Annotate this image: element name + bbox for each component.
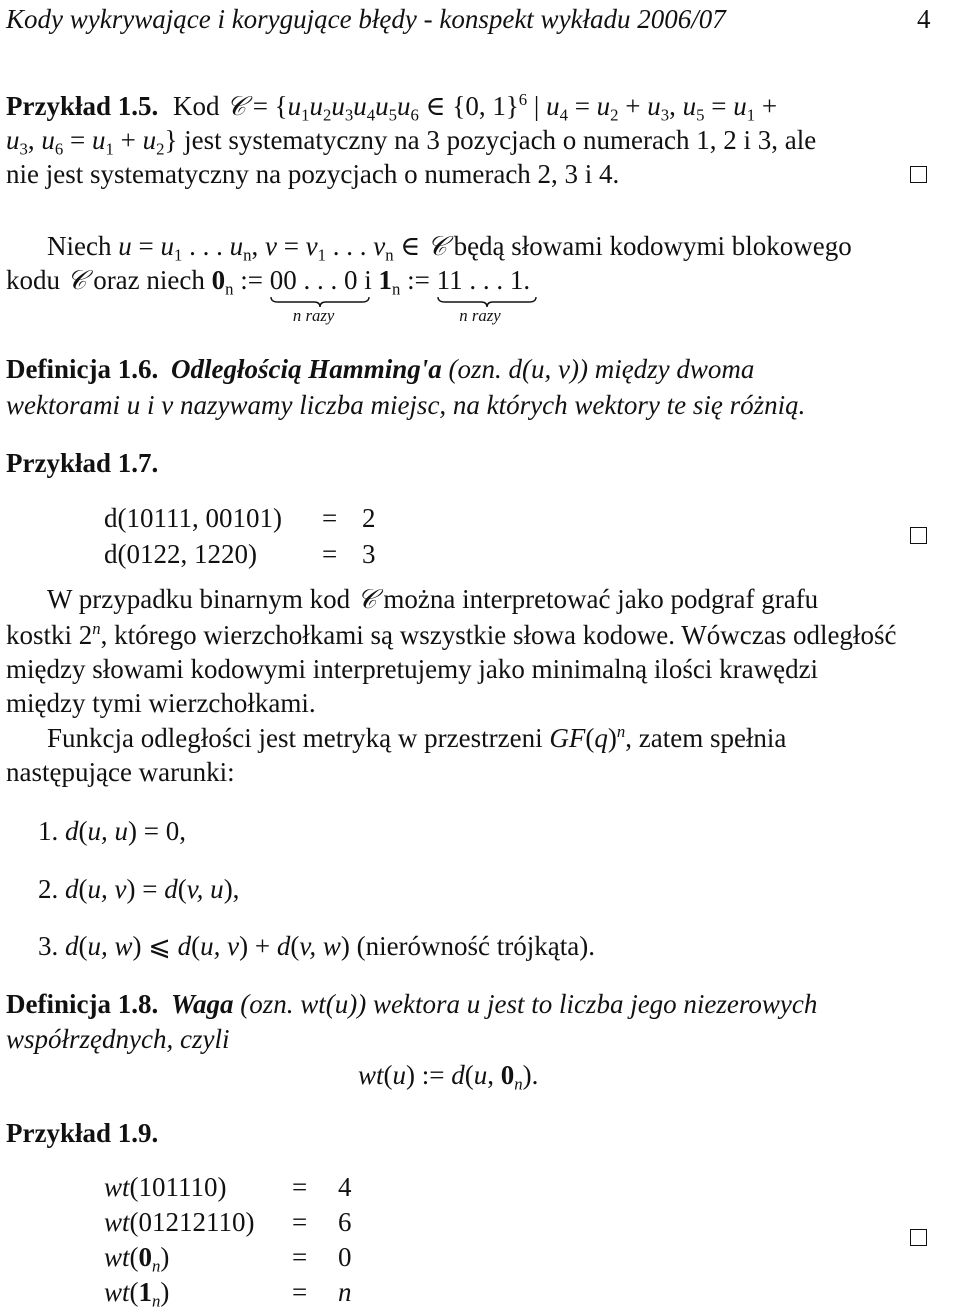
example-1-9-row-1-lhs: wt(101110)	[104, 1172, 227, 1202]
example-1-5-line2: $u_3$, $u_6 = u_1 + u_2$} jest systematyczny na 3 pozycjach o numerach 1, 2 i 3, ale	[6, 125, 817, 159]
example-1-9-row-2-rhs: 6	[338, 1207, 352, 1237]
example-1-7-row-2-eq: =	[322, 539, 338, 569]
example-1-9-row-1-rhs: 4	[338, 1172, 352, 1202]
example-1-9-row-3-lhs: $wt(0_n)$	[104, 1242, 170, 1276]
binary-para-line4: między tymi wierzchołkami.	[6, 688, 316, 718]
binary-para-line1: W przypadku binarnym kod 𝒞 można interpretować jako podgraf grafu	[47, 584, 819, 614]
brace-label-zeros: n razy	[292, 306, 335, 325]
definition-1-6-label: Definicja 1.6.	[6, 354, 159, 384]
example-1-7-row-1-lhs: d(10111, 00101)	[104, 503, 282, 533]
metric-para-line2: następujące warunki:	[6, 757, 235, 787]
running-header: Kody wykrywające i korygujące błędy - konspekt wykładu 2006/07	[6, 4, 726, 34]
metric-para-line1: Funkcja odległości jest metryką w przestrzeni $GF(q)^n$, zatem spełnia	[47, 722, 787, 754]
example-1-9-row-2-eq: =	[292, 1207, 308, 1237]
example-1-9-row-4-lhs: $wt(1_n)$	[104, 1277, 170, 1310]
example-1-9-label: Przykład 1.9.	[6, 1118, 159, 1148]
qed-square-icon	[910, 527, 927, 544]
definition-1-8-line1	[6, 991, 817, 1018]
definition-1-6-rest: (ozn. d(u, v)) między dwoma	[448, 354, 755, 384]
definition-1-6-line2: wektorami u i v nazywamy liczba miejsc, na których wektory te się różnią.	[6, 390, 806, 420]
definition-1-6-term: Odległością Hamming'a	[170, 354, 442, 384]
example-1-9-row-1-eq: =	[292, 1172, 308, 1202]
definition-1-8-rest: (ozn. wt(u)) wektora u jest to liczba jego niezerowych	[240, 989, 818, 1019]
qed-square-icon	[910, 166, 927, 183]
condition-3: 3. d(u, w) ⩽ d(u, v) + d(v, w) (nierówność trójkąta).	[38, 931, 595, 961]
definition-1-8-line2: współrzędnych, czyli	[6, 1024, 230, 1054]
example-1-7-row-1-rhs: 2	[362, 503, 376, 533]
example-1-9-row-3-rhs: 0	[338, 1242, 352, 1272]
example-1-7-row-2-lhs: d(0122, 1220)	[104, 539, 257, 569]
brace-label-ones: n razy	[459, 306, 501, 325]
definition-1-8-term: Waga	[170, 989, 234, 1019]
example-1-7-row-1-eq: =	[322, 503, 338, 533]
example-1-7-row-2-rhs: 3	[362, 539, 376, 569]
ones-underbrace: 11 . . . 1 n razy	[437, 267, 524, 294]
example-1-5-line3: nie jest systematyczny na pozycjach o numerach 2, 3 i 4.	[6, 159, 620, 189]
binary-para-line2: kostki 2$^n$, którego wierzchołkami są wszystkie słowa kodowe. Wówczas odległość	[6, 619, 897, 651]
zeros-underbrace: 00 . . . 0 n razy	[270, 267, 358, 294]
page-number: 4	[917, 4, 931, 34]
definition-1-8-label: Definicja 1.8.	[6, 989, 159, 1019]
niech-line2: kodu 𝒞 oraz niech $0_n$ := 00 . . . 0 n razy i $1_n$ := 11 . . . 1 n razy .	[6, 267, 530, 298]
qed-square-icon	[910, 1229, 927, 1246]
definition-1-6-line1	[6, 356, 754, 383]
weight-formula: wt(u) := d(u, $0_n$).	[358, 1060, 539, 1094]
example-1-5-label: Przykład 1.5.	[6, 91, 159, 122]
example-1-9-row-4-rhs: n	[338, 1277, 352, 1307]
example-1-9-row-4-eq: =	[292, 1277, 308, 1307]
condition-1: 1. d(u, u) = 0,	[38, 816, 186, 846]
condition-2: 2. d(u, v) = d(v, u),	[38, 874, 240, 904]
example-1-9-row-2-lhs: wt(01212110)	[104, 1207, 255, 1237]
example-1-7-label: Przykład 1.7.	[6, 448, 159, 478]
niech-line1: Niech $u = u_1$ . . . $u_n$, $v = v_1$ . . . $v_n$ ∈ 𝒞 będą słowami kodowymi blokowego	[47, 231, 852, 265]
binary-para-line3: między słowami kodowymi interpretujemy jako minimalną ilości krawędzi	[6, 654, 819, 684]
example-1-9-row-3-eq: =	[292, 1242, 308, 1272]
example-1-5-line1: Przykład 1.5. Kod 𝒞 = {$u_1u_2u_3u_4u_5u_6$ ∈ {0, 1}$^6$ | $u_4 = u_2 + u_3$, $u_5 = u_1$ +	[6, 90, 778, 125]
